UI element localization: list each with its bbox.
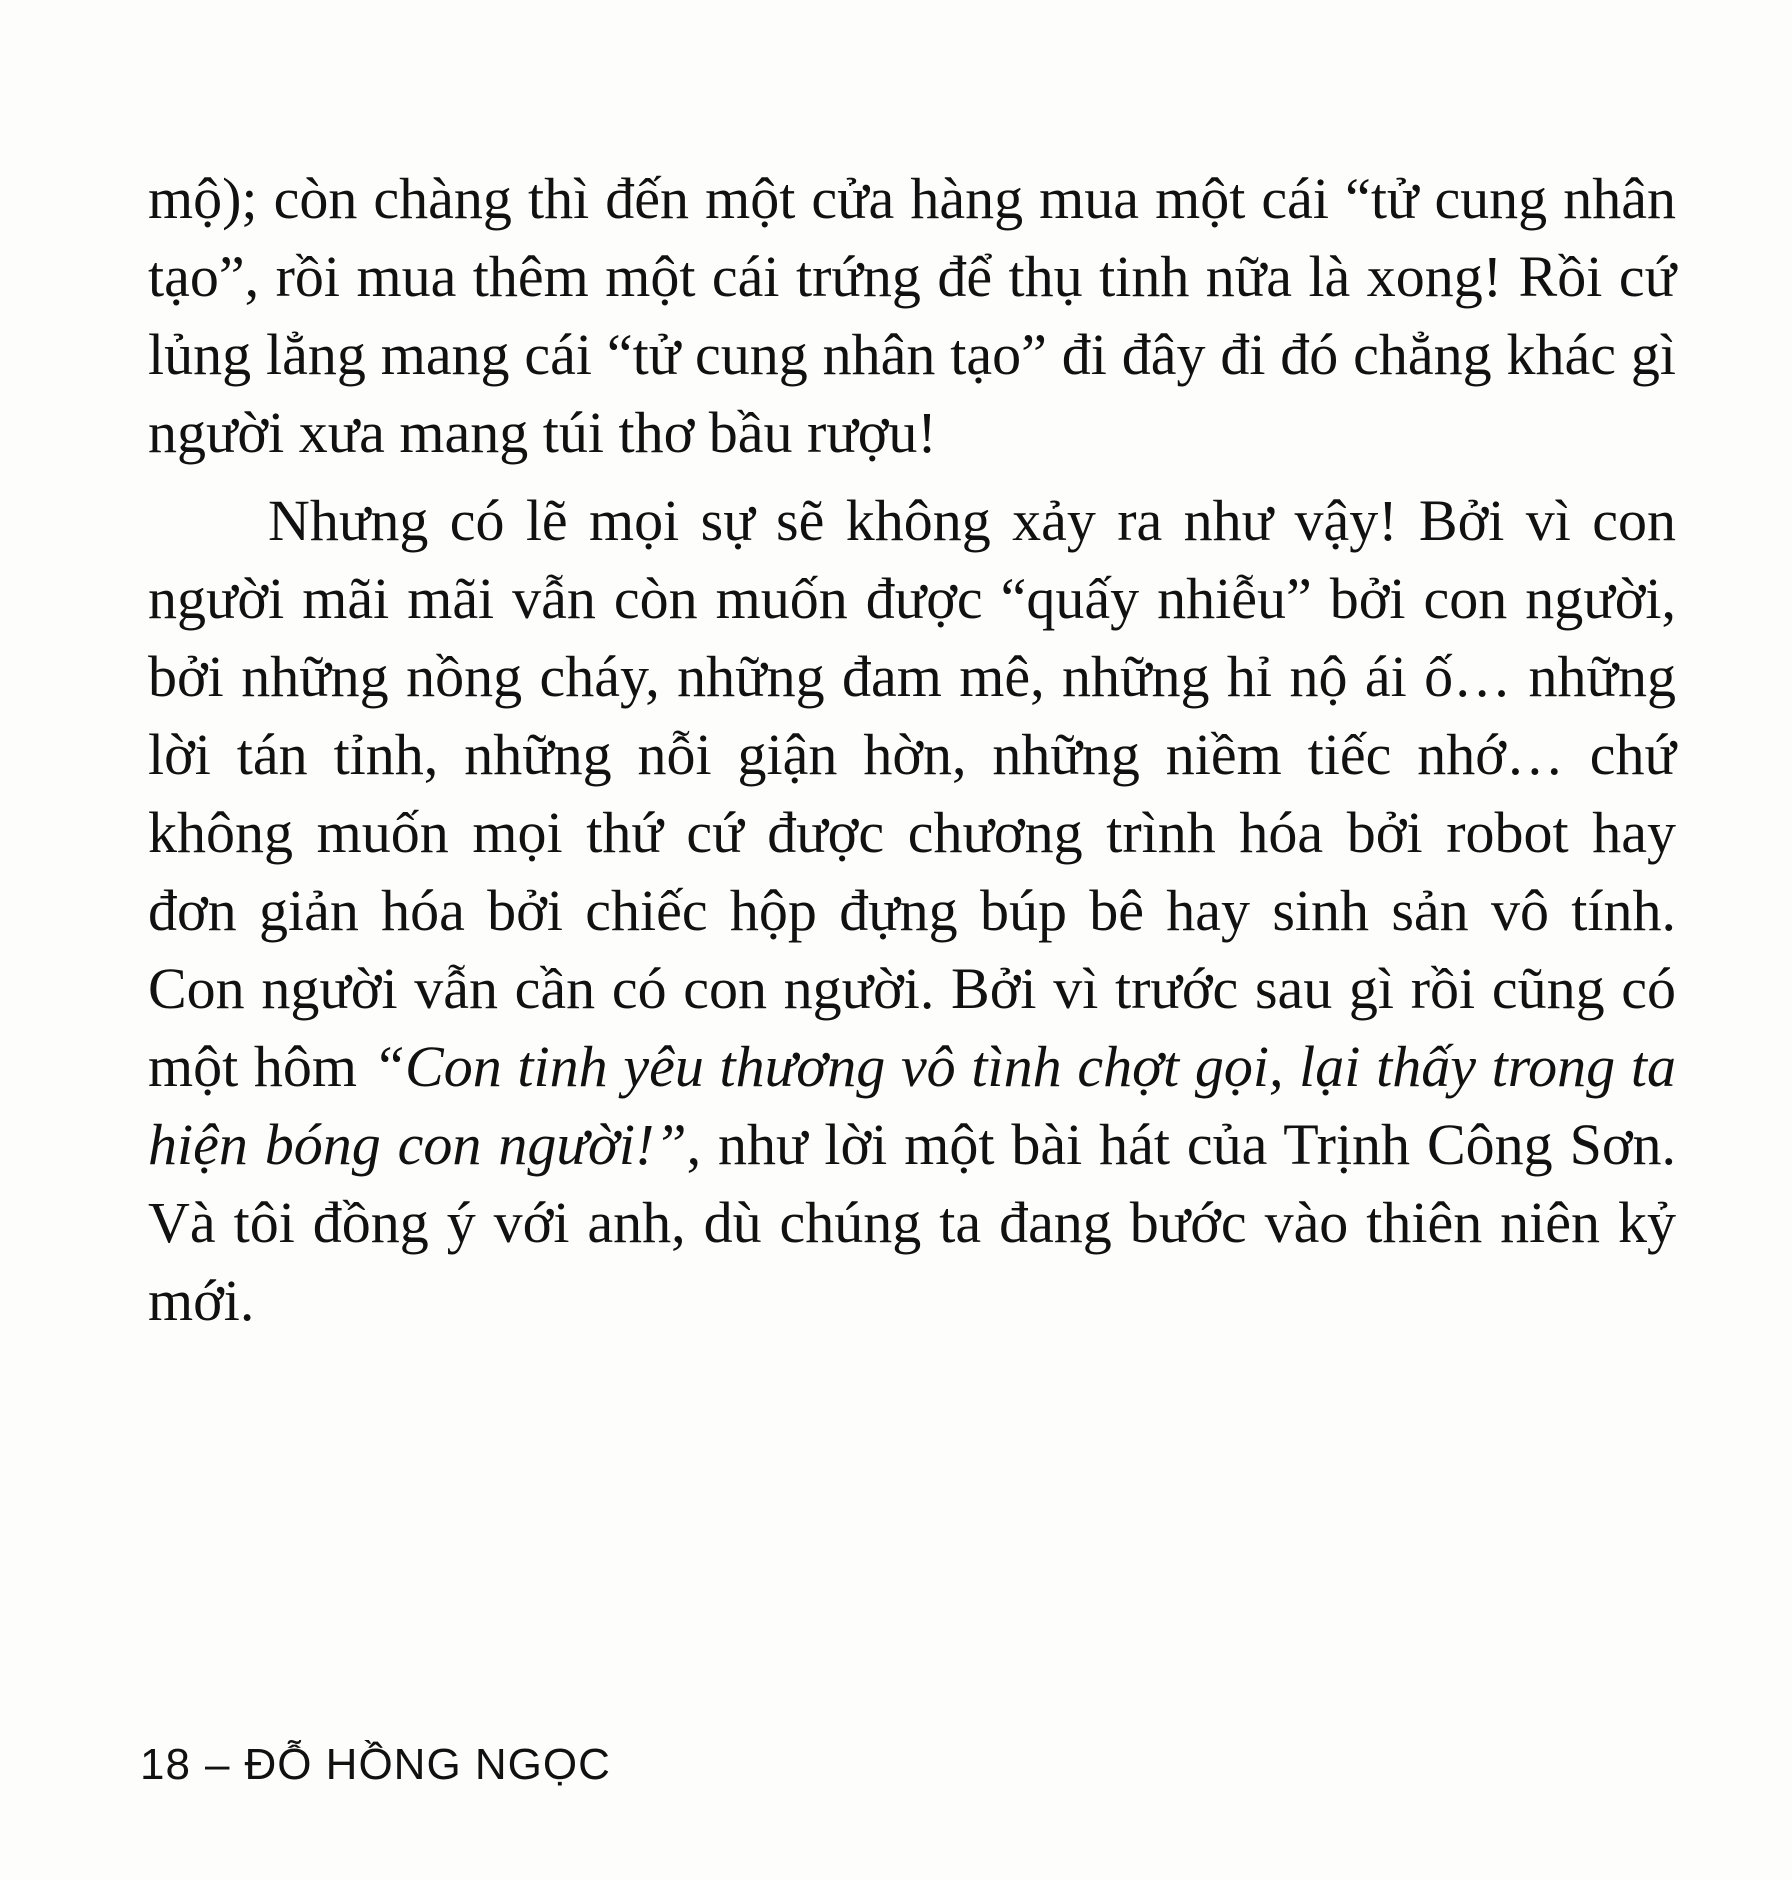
song-quote: “Con tinh yêu thương vô tình chợt gọi, lại thấy trong ta hiện bóng con người!” [148,1034,1677,1177]
paragraph-2-text-after-quote: , như lời một bài hát của Trịnh Công Sơn. Và tôi đồng ý với anh, dù chúng ta đang bước vào thiên niên kỷ mới. [148,1112,1676,1333]
page-footer [140,1740,611,1790]
paragraph-2-text-before-quote: Nhưng có lẽ mọi sự sẽ không xảy ra như vậy! Bởi vì con người mãi mãi vẫn còn muốn được “quấy nhiễu” bởi con người, bởi những nồng cháy, những đam mê, những hỉ nộ ái ố… những lời tán tỉnh, những nỗi giận hờn, những niềm tiếc nhớ… chứ không muốn mọi thứ cứ được chương trình hóa bởi robot hay đơn giản hóa bởi chiếc hộp đựng búp bê hay sinh sản vô tính. Con người vẫn cần có con người. Bởi vì trước sau gì rồi cũng có một hôm [148,488,1676,1099]
author-name: ĐỖ HỒNG NGỌC [244,1740,611,1789]
paragraph-2 [148,482,1676,1340]
paragraph-1: mộ); còn chàng thì đến một cửa hàng mua một cái “tử cung nhân tạo”, rồi mua thêm một cái trứng để thụ tinh nữa là xong! Rồi cứ lủng lẳng mang cái “tử cung nhân tạo” đi đây đi đó chẳng khác gì người xưa mang túi thơ bầu rượu! [148,166,1676,465]
footer-separator: – [204,1740,231,1789]
page-number: 18 [140,1740,191,1789]
body-text [148,160,1676,1340]
